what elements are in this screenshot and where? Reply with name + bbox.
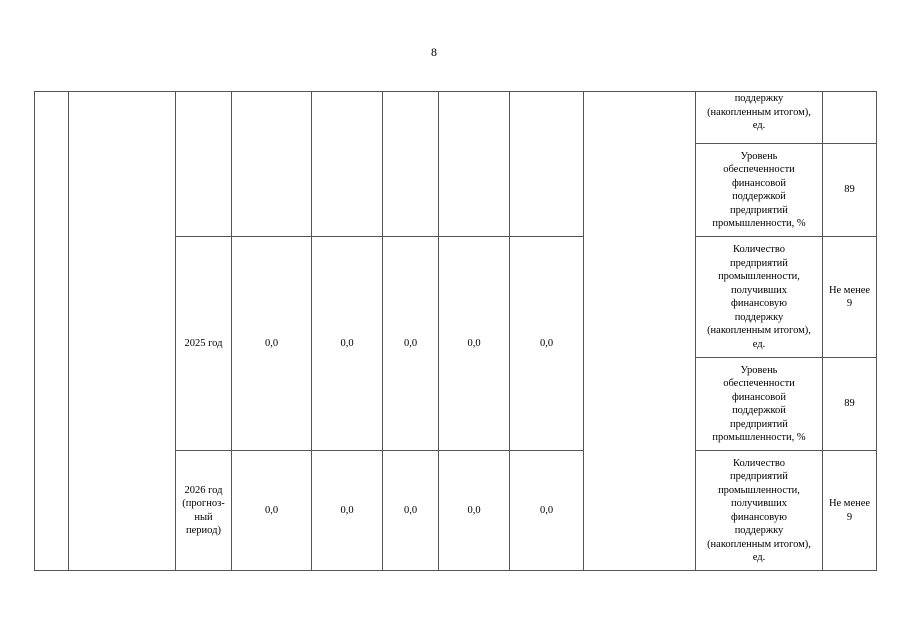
indicator-value-cell: Не менее 9 <box>823 237 877 358</box>
indicator-value-cell: Не менее 9 <box>823 451 877 571</box>
amount-cell: 0,0 <box>439 237 510 451</box>
amount-cell: 0,0 <box>439 451 510 571</box>
amount-cell <box>510 92 584 237</box>
indicator-value-cell: 89 <box>823 358 877 451</box>
year-cell <box>176 92 232 237</box>
page-number: 8 <box>431 45 437 59</box>
indicator-text: Количество предприятий промышленности, получивших финансовую поддержку (накопленным итогом), ед. <box>707 244 811 350</box>
amount-cell: 0,0 <box>312 237 383 451</box>
amount-cell: 0,0 <box>383 451 439 571</box>
amount-cell: 0,0 <box>232 237 312 451</box>
indicator-text: Уровень обеспеченности финансовой поддержкой предприятий промышленности, % <box>712 150 806 229</box>
amount-cell <box>439 92 510 237</box>
amount-cell: 0,0 <box>510 237 584 451</box>
indicator-text: Количество предприятий промышленности, получивших финансовую поддержку (накопленным итогом), ед. <box>707 457 811 563</box>
indicator-name-cell <box>696 358 823 451</box>
executor-cell <box>584 92 696 571</box>
event-name-cell <box>69 92 176 571</box>
indicator-name-cell <box>696 144 823 237</box>
amount-cell: 0,0 <box>383 237 439 451</box>
indicator-value-cell <box>823 92 877 144</box>
amount-cell <box>312 92 383 237</box>
budget-table <box>34 91 877 571</box>
amount-cell: 0,0 <box>312 451 383 571</box>
indicator-value-cell: 89 <box>823 144 877 237</box>
number-cell <box>35 92 69 571</box>
indicator-text: поддержку (накопленным итогом), ед. <box>707 93 811 131</box>
indicator-name-cell <box>696 92 823 144</box>
amount-cell: 0,0 <box>232 451 312 571</box>
year-cell: 2026 год (прогноз- ный период) <box>176 451 232 571</box>
amount-cell: 0,0 <box>510 451 584 571</box>
indicator-name-cell <box>696 237 823 358</box>
indicator-name-cell <box>696 451 823 571</box>
year-cell: 2025 год <box>176 237 232 451</box>
indicator-text: Уровень обеспеченности финансовой поддержкой предприятий промышленности, % <box>712 364 806 443</box>
amount-cell <box>232 92 312 237</box>
amount-cell <box>383 92 439 237</box>
